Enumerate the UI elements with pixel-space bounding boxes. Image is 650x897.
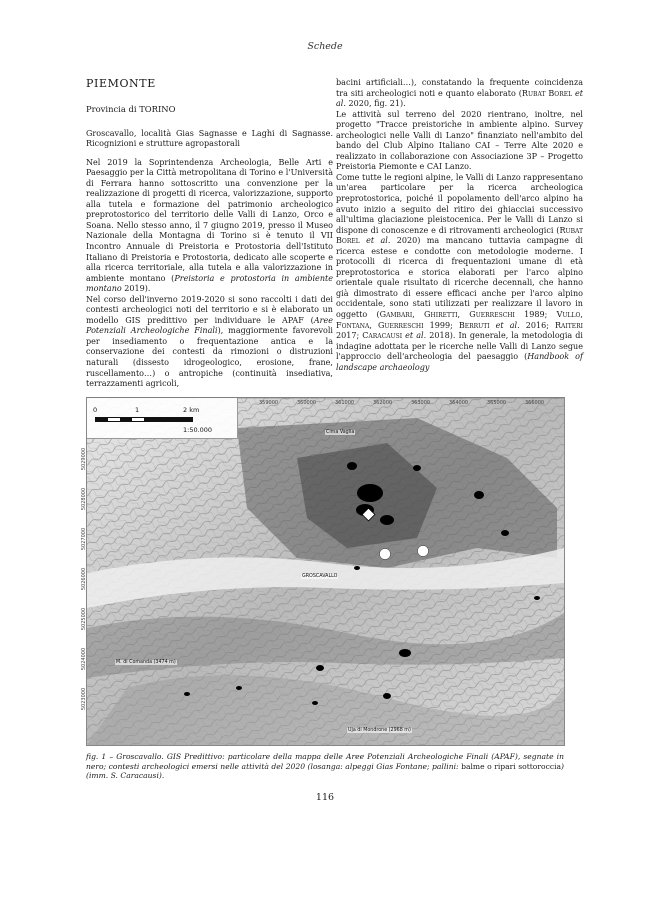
figure-caption: fig. 1 – Groscavallo. GIS Predittivo: particolare della mappa delle Aree Potenziali Archeologiche Finali (APAF), segnate in nero; contesti archeologici emersi nelle attività del 2020 (losanga: alpeggi Gias Fontane; pallini: balme o ripari sottoroccia) (imm. S. Caracausi).	[86, 752, 565, 781]
paragraph-5: Come tutte le regioni alpine, le Valli di Lanzo rappresentano un'area particolare per la ricerca archeologica preprotostorica, poiché il popolamento dell'arco alpino ha avuto inizio a seguito del ritiro dei ghiacciai successivo all'ultima glaciazione pleistocenica. Per le Valli di Lanzo si dispone di conoscenze e di ritrovamenti archeologici (Rubat Borel et al. 2020) ma mancano tuttavia campagne di ricerca estese e condotte con metodologie moderne. I protocolli di ricerca di frequentazioni umane di età preprotostorica e storica elaborati per l'arco alpino orientale quale risultato di ricerche decennali, che hanno già dimostrato di essere efficaci anche per l'arco alpino occidentale, sono stati utilizzati per realizzare il lavoro in oggetto (Gambari, Ghiretti, Guerreschi 1989; Vullo, Fontana, Guerreschi 1999; Berruti et al. 2016; Raiteri 2017; Caracausi et al. 2018). In generale, la metodologia di indagine adottata per le ricerche nelle Valli di Lanzo segue l'approccio dell'archeologia del paesaggio (Handbook of landscape archaeology	[336, 172, 584, 372]
entry-title: Groscavallo, località Gias Sagnasse e Laghi di Sagnasse. Ricognizioni e strutture agropastorali	[86, 128, 333, 149]
paragraph-2: Nel corso dell'inverno 2019-2020 si sono raccolti i dati dei contesti archeologici noti del territorio e si è elaborato un modello GIS predittivo per individuare le APAF (Aree Potenziali Archeologiche Finali), maggiormente favorevoli per insediamento o frequentazione antica e la conservazione dei contesti da rimozioni o distruzioni naturali (dissesto idrogeologico, erosione, frane, ruscellamento…) o antropiche (continuità insediativa, terrazzamenti agricoli,	[86, 294, 333, 389]
coord-left: 5029000	[81, 447, 88, 471]
place-label: Cima Vaglia	[326, 430, 355, 435]
scale-legend: 0 1 2 km 1:50.000	[87, 398, 238, 439]
coord-top: 365000	[487, 400, 507, 406]
village-label: GROSCAVALLO	[302, 574, 338, 579]
coord-top: 359000	[259, 400, 279, 406]
coord-left: 5023000	[81, 687, 88, 711]
coord-left: 5025000	[81, 607, 88, 631]
province-heading: Provincia di TORINO	[86, 104, 176, 114]
coord-top: 360000	[297, 400, 317, 406]
paragraph-3: bacini artificiali…), constatando la frequente coincidenza tra siti archeologici noti e quanto elaborato (Rubat Borel et al. 2020, fig. 21).	[336, 78, 584, 109]
coord-left: 5026000	[81, 567, 88, 591]
predictive-gis-map	[81, 397, 565, 746]
paragraph-4: Le attività sul terreno del 2020 rientrano, inoltre, nel progetto "Tracce preistoriche in ambiente alpino. Survey archeologici nelle Valli di Lanzo" finanziato nell'ambito del bando del Club Alpino Italiano CAI – Terre Alte 2020 e realizzato in collaborazione con Associazione 3P – Progetto Preistoria Piemonte e CAI Lanzo.	[336, 109, 583, 172]
left-column	[86, 78, 333, 390]
coord-left: 5027000	[81, 527, 88, 551]
coord-left: 5024000	[81, 647, 88, 671]
hillshade-terrain	[87, 398, 564, 745]
peak-label: Uja di Mondrone (2968 m)	[348, 728, 411, 733]
coord-top: 361000	[335, 400, 355, 406]
coord-top: 362000	[373, 400, 393, 406]
peak-label: M. di Comanda (3474 m)	[116, 660, 176, 665]
dot-marker-balma-2	[418, 546, 429, 557]
dot-marker-balma-1	[380, 549, 391, 560]
section-title: PIEMONTE	[86, 77, 156, 90]
coord-top: 364000	[449, 400, 469, 406]
coord-top: 366000	[525, 400, 545, 406]
scale-bar	[95, 417, 193, 422]
coord-top: 363000	[411, 400, 431, 406]
page-number: 116	[315, 792, 335, 803]
right-column	[336, 78, 583, 373]
running-head: Schede	[307, 41, 343, 52]
coord-left: 5028000	[81, 487, 88, 511]
paragraph-1: Nel 2019 la Soprintendenza Archeologia, Belle Arti e Paesaggio per la Città metropolitana di Torino e l'Università di Ferrara hanno sottoscritto una convenzione per la realizzazione di progetti di ricerca, valorizzazione, supporto alla tutela e formazione del patrimonio archeologico preprotostorico del territorio delle Valli di Lanzo, Orco e Soana. Nello stesso anno, il 7 giugno 2019, presso il Museo Nazionale della Montagna di Torino si è tenuto il VII Incontro Annuale di Preistoria e Protostoria dell'Istituto Italiano di Preistoria e Protostoria, dedicato alle scoperte e alla ricerca territoriale, alla tutela e alla valorizzazione in ambiente montano (Preistoria e protostoria in ambiente montano 2019).	[86, 157, 333, 294]
